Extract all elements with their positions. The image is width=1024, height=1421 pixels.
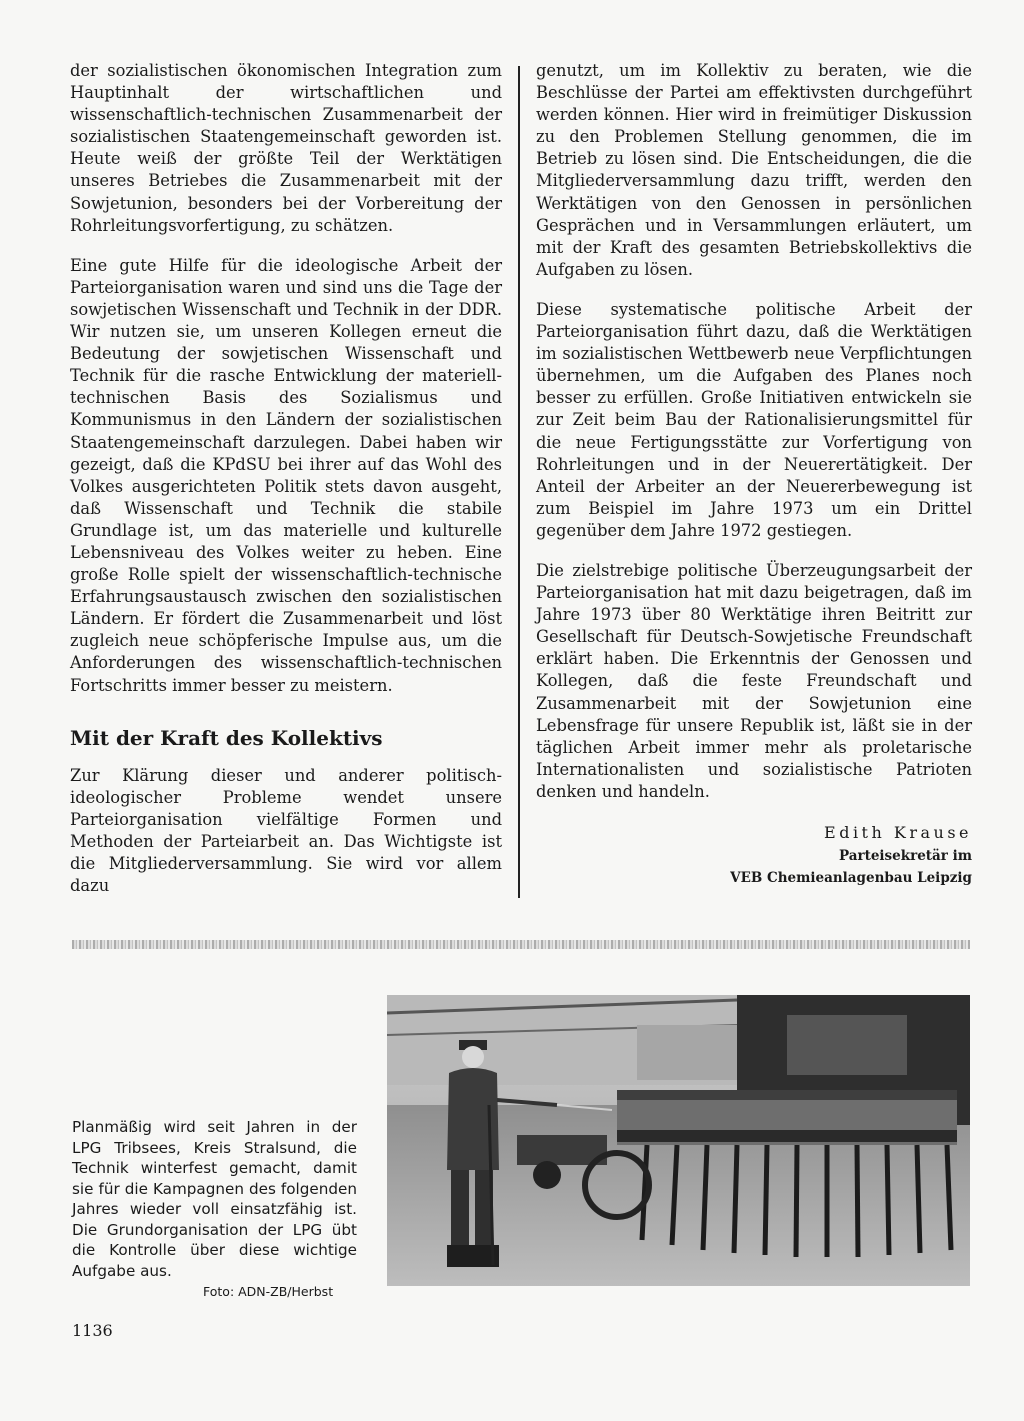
column-divider	[518, 66, 520, 898]
body-paragraph: Zur Klärung dieser und anderer politisch-ideologischer Probleme wendet unsere Parteiorganisation vielfältige Formen und Methoden der Parteiarbeit an. Das Wichtigste ist die Mitgliederversammlung. Sie wird vor allem dazu	[70, 765, 502, 896]
photo-credit: Foto: ADN-ZB/Herbst	[203, 1284, 334, 1299]
section-divider	[72, 940, 970, 949]
author-role: Parteisekretär im	[838, 848, 972, 864]
body-paragraph: Eine gute Hilfe für die ideologische Arbeit der Parteiorganisation waren und sind uns die Tage der sowjetischen Wissenschaft und Technik in der DDR. Wir nutzen sie, um unseren Kollegen erneut die Bedeutung der sowjetischen Wissenschaft und Technik für die rasche Entwicklung der materiell-technischen Basis des Sozialismus und Kommunismus in den Ländern der sozialistischen Staatengemeinschaft darzulegen. Dabei haben wir gezeigt, daß die KPdSU bei ihrer auf das Wohl des Volkes ausgerichteten Politik stets davon ausgeht, daß Wissenschaft und Technik die stabile Grundlage ist, um das materielle und kulturelle Lebensniveau des Volkes weiter zu heben. Eine große Rolle spielt der wissenschaftlich-technische Erfahrungsaustausch zwischen den sozialistischen Ländern. Er fördert die Zusammenarbeit und löst zugleich neue schöpferische Impulse aus, um die Anforderungen des wissenschaftlich-technischen Fortschritts immer besser zu meistern.	[70, 255, 502, 695]
body-paragraph: Die zielstrebige politische Überzeugungsarbeit der Parteiorganisation hat mit dazu beigetragen, daß im Jahre 1973 über 80 Werktätige ihren Beitritt zur Gesellschaft für Deutsch-Sowjetische Freundschaft erklärt haben. Die Erkenntnis der Genossen und Kollegen, daß die feste Freundschaft und Zusammenarbeit mit der Sowjetunion eine Lebensfrage für unsere Republik ist, läßt sie in der täglichen Arbeit immer mehr als proletarische Internationalisten und sozialistische Patrioten denken und handeln.	[536, 560, 972, 801]
farm-machinery-photo	[387, 995, 970, 1286]
author-organization: VEB Chemieanlagenbau Leipzig	[730, 870, 972, 886]
body-paragraph: Diese systematische politische Arbeit der Parteiorganisation führt dazu, daß die Werktätigen im sozialistischen Wettbewerb neue Verpflichtungen übernehmen, um die Aufgaben des Planes noch besser zu erfüllen. Große Initiativen entwickeln sie zur Zeit beim Bau der Rationalisierungsmittel für die neue Fertigungsstätte zur Vorfertigung von Rohrleitungen und in der Neuerertätigkeit. Der Anteil der Arbeiter an der Neuererbewegung ist zum Beispiel im Jahre 1973 um ein Drittel gegenüber dem Jahre 1972 gestiegen.	[536, 299, 972, 540]
page-number: 1136	[72, 1321, 113, 1340]
body-paragraph: der sozialistischen ökonomischen Integration zum Hauptinhalt der wirtschaftlichen und wissenschaftlich-technischen Zusammenarbeit der sozialistischen Staatengemeinschaft geworden ist. Heute weiß der größte Teil der Werktätigen unseres Betriebes die Zusammenarbeit mit der Sowjetunion, besonders bei der Vorbereitung der Rohrleitungsvorfertigung, zu schätzen.	[70, 61, 502, 235]
body-paragraph: genutzt, um im Kollektiv zu beraten, wie die Beschlüsse der Partei am effektivsten durchgeführt werden können. Hier wird in freimütiger Diskussion zu den Problemen Stellung genommen, die im Betrieb zu lösen sind. Die Entscheidungen, die die Mitgliederversammlung dazu trifft, werden den Werktätigen von den Genossen in persönlichen Gesprächen und in Versammlungen erläutert, um mit der Kraft des gesamten Betriebskollektivs die Aufgaben zu lösen.	[536, 61, 972, 279]
caption-text: Planmäßig wird seit Jahren in der LPG Tribsees, Kreis Stralsund, die Technik winterfest gemacht, damit sie für die Kampagnen des folgenden Jahres wieder voll einsatzfähig ist. Die Grundorganisation der LPG übt die Kontrolle über diese wichtige Aufgabe aus.	[72, 1118, 357, 1280]
photo-caption	[72, 1117, 357, 1281]
right-column	[536, 60, 972, 889]
section-heading: Mit der Kraft des Kollektivs	[70, 725, 383, 750]
author-name: Edith Krause	[824, 823, 972, 842]
left-column	[70, 60, 502, 915]
